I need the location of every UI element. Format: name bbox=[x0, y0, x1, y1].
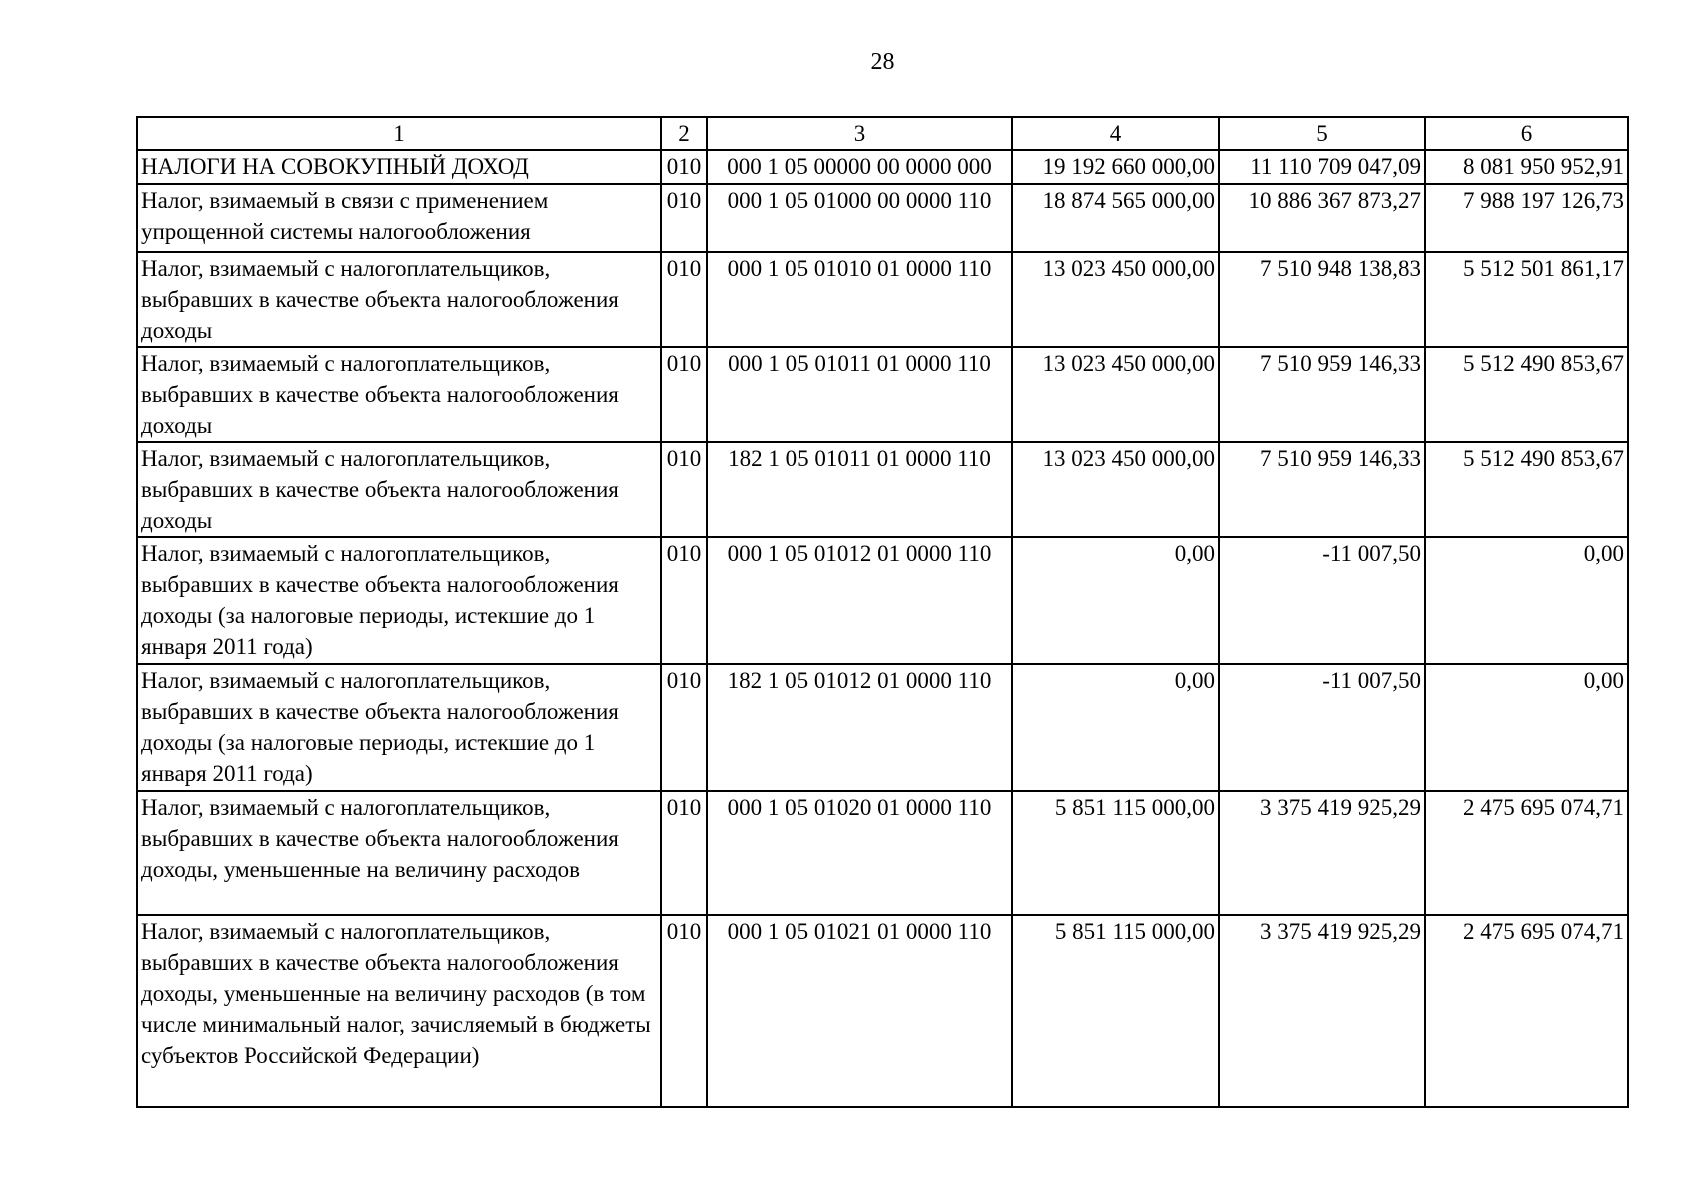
row-col5: 7 510 959 146,33 bbox=[1219, 347, 1425, 442]
row-name: Налог, взимаемый с налогоплательщиков, выбравших в качестве объекта налогообложения доходы bbox=[137, 252, 661, 347]
row-col5: 7 510 948 138,83 bbox=[1219, 252, 1425, 347]
column-header: 6 bbox=[1425, 117, 1628, 150]
row-col5: 10 886 367 873,27 bbox=[1219, 184, 1425, 252]
row-code: 010 bbox=[661, 150, 707, 184]
row-col6: 2 475 695 074,71 bbox=[1425, 791, 1628, 915]
column-header: 1 bbox=[137, 117, 661, 150]
table-row bbox=[137, 347, 1628, 442]
page-number: 28 bbox=[870, 49, 895, 75]
row-col5: 3 375 419 925,29 bbox=[1219, 791, 1425, 915]
row-col5: 11 110 709 047,09 bbox=[1219, 150, 1425, 184]
row-col4: 18 874 565 000,00 bbox=[1012, 184, 1219, 252]
row-col6: 8 081 950 952,91 bbox=[1425, 150, 1628, 184]
revenue-table bbox=[136, 116, 1629, 1108]
row-kbk: 000 1 05 01021 01 0000 110 bbox=[707, 915, 1012, 1107]
row-col6: 2 475 695 074,71 bbox=[1425, 915, 1628, 1107]
row-name: Налог, взимаемый с налогоплательщиков, выбравших в качестве объекта налогообложения доходы, уменьшенные на величину расходов bbox=[137, 791, 661, 915]
row-code: 010 bbox=[661, 442, 707, 537]
column-header: 3 bbox=[707, 117, 1012, 150]
table-row bbox=[137, 664, 1628, 791]
table-row bbox=[137, 252, 1628, 347]
row-name: Налог, взимаемый с налогоплательщиков, выбравших в качестве объекта налогообложения доходы (за налоговые периоды, истекшие до 1 января 2011 года) bbox=[137, 664, 661, 791]
row-col6: 0,00 bbox=[1425, 664, 1628, 791]
row-col6: 0,00 bbox=[1425, 537, 1628, 664]
row-col4: 13 023 450 000,00 bbox=[1012, 442, 1219, 537]
row-code: 010 bbox=[661, 537, 707, 664]
row-col6: 5 512 490 853,67 bbox=[1425, 442, 1628, 537]
row-code: 010 bbox=[661, 915, 707, 1107]
row-code: 010 bbox=[661, 184, 707, 252]
row-kbk: 000 1 05 01011 01 0000 110 bbox=[707, 347, 1012, 442]
row-kbk: 000 1 05 01012 01 0000 110 bbox=[707, 537, 1012, 664]
row-name: НАЛОГИ НА СОВОКУПНЫЙ ДОХОД bbox=[137, 150, 661, 184]
table-row bbox=[137, 537, 1628, 664]
table-row bbox=[137, 915, 1628, 1107]
row-code: 010 bbox=[661, 347, 707, 442]
row-name: Налог, взимаемый с налогоплательщиков, выбравших в качестве объекта налогообложения доходы (за налоговые периоды, истекшие до 1 января 2011 года) bbox=[137, 537, 661, 664]
row-kbk: 182 1 05 01012 01 0000 110 bbox=[707, 664, 1012, 791]
row-code: 010 bbox=[661, 791, 707, 915]
row-col5: 7 510 959 146,33 bbox=[1219, 442, 1425, 537]
table-header-row bbox=[137, 117, 1628, 150]
table-row bbox=[137, 791, 1628, 915]
row-col4: 13 023 450 000,00 bbox=[1012, 347, 1219, 442]
row-col6: 5 512 501 861,17 bbox=[1425, 252, 1628, 347]
row-code: 010 bbox=[661, 252, 707, 347]
row-kbk: 000 1 05 01020 01 0000 110 bbox=[707, 791, 1012, 915]
row-kbk: 000 1 05 01010 01 0000 110 bbox=[707, 252, 1012, 347]
column-header: 2 bbox=[661, 117, 707, 150]
table-row bbox=[137, 184, 1628, 252]
row-kbk: 000 1 05 01000 00 0000 110 bbox=[707, 184, 1012, 252]
row-name: Налог, взимаемый в связи с применением упрощенной системы налогообложения bbox=[137, 184, 661, 252]
row-name: Налог, взимаемый с налогоплательщиков, выбравших в качестве объекта налогообложения доходы, уменьшенные на величину расходов (в том числе минимальный налог, зачисляемый в бюджеты субъектов Российской Федерации) bbox=[137, 915, 661, 1107]
row-col4: 13 023 450 000,00 bbox=[1012, 252, 1219, 347]
row-col4: 0,00 bbox=[1012, 537, 1219, 664]
table-row bbox=[137, 150, 1628, 184]
row-name: Налог, взимаемый с налогоплательщиков, выбравших в качестве объекта налогообложения доходы bbox=[137, 347, 661, 442]
row-col4: 0,00 bbox=[1012, 664, 1219, 791]
row-col4: 5 851 115 000,00 bbox=[1012, 915, 1219, 1107]
row-kbk: 182 1 05 01011 01 0000 110 bbox=[707, 442, 1012, 537]
row-col6: 7 988 197 126,73 bbox=[1425, 184, 1628, 252]
row-col5: 3 375 419 925,29 bbox=[1219, 915, 1425, 1107]
column-header: 5 bbox=[1219, 117, 1425, 150]
row-col5: -11 007,50 bbox=[1219, 537, 1425, 664]
row-col6: 5 512 490 853,67 bbox=[1425, 347, 1628, 442]
table-row bbox=[137, 442, 1628, 537]
row-col5: -11 007,50 bbox=[1219, 664, 1425, 791]
row-col4: 19 192 660 000,00 bbox=[1012, 150, 1219, 184]
row-code: 010 bbox=[661, 664, 707, 791]
row-name: Налог, взимаемый с налогоплательщиков, выбравших в качестве объекта налогообложения доходы bbox=[137, 442, 661, 537]
row-kbk: 000 1 05 00000 00 0000 000 bbox=[707, 150, 1012, 184]
column-header: 4 bbox=[1012, 117, 1219, 150]
row-col4: 5 851 115 000,00 bbox=[1012, 791, 1219, 915]
